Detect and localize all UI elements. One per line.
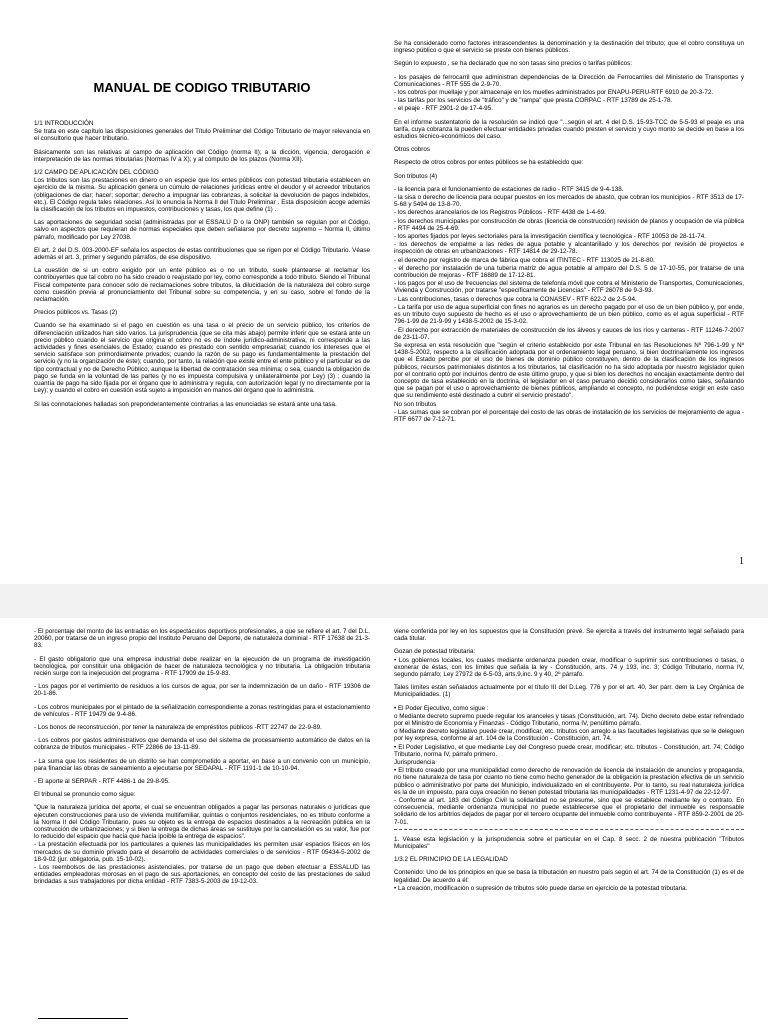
paragraph: viene conferida por ley en los supuestos que la Constitución prevé. Se ejercita a través del instrumento legal señalado para cada titular. bbox=[394, 628, 744, 643]
list-item: - Los pagos por el vertimiento de residuos a los cursos de agua, por ser la indemnización de un daño - RTF 19306 de 20-1-86. bbox=[34, 683, 370, 698]
list-item: - Los reembolsos de las prestaciones asistenciales, por tratarse de un pago que deben efectuar a ESSALUD las entidades empleadoras morosas en el pago de sus aportaciones, en concepto del costo de las prestaciones de salud brindadas a sus trabajadores por dicha entidad - RTF 7383-5-2003 de 19-12-03. bbox=[34, 864, 370, 886]
list-item: - La suma que los residentes de un distrito se han comprometido a aportar, en base a un convenio con un municipio, para financiar las obras de saneamiento a ejecutarse por SEDAPAL - RTF 1191-1 de 10-10-94. bbox=[34, 757, 370, 772]
list-item: - el derecho por registro de marca de fábrica que cobra el ITINTEC - RTF 113025 de 21-8-80. bbox=[394, 256, 655, 264]
section-heading: Precios públicos vs. Tasas (2) bbox=[34, 309, 118, 317]
list-item: - el peaje - RTF 2901-2 de 17-4-95. bbox=[394, 105, 493, 113]
list-item: - Los bonos de reconstrucción, por tener la naturaleza de empréstitos públicos -RTT 22747 de 22-9-89. bbox=[34, 724, 322, 732]
paragraph: Si las connotaciones halladas son preponderantemente contrarias a las enunciadas se estará ante una tasa. bbox=[34, 400, 337, 408]
paragraph: El art. 2 del D.S. 003-2000-EF señala los aspectos de estas contribuciones que se rigen por el Código Tributario. Véase además el art. 3, primer y segundo párrafos, de ese dispositivo. bbox=[34, 246, 370, 262]
list-item: - El aporte al SERPAR - RTF 4486-1 de 29-8-95. bbox=[34, 778, 170, 786]
page2-left-column bbox=[34, 628, 370, 892]
paragraph: Las aportaciones de seguridad social (administradas por el ESSALU D o la ONP) también se regulan por el Código, salvo en aspectos que requieran de normas especiales que deben señalarse por decreto supremo – Norma II, último párrafo, modificado por Ley 27038. bbox=[34, 219, 370, 241]
section-heading: 1/1 INTRODUCCIÓN bbox=[34, 120, 94, 127]
list-item: - Las sumas que se cobran por el porcentaje del costo de las obras de instalación de los servicios de mejoramiento de agua - RTF 6677 de 7-12-71. bbox=[394, 408, 744, 423]
paragraph: Básicamente son las relativas al campo de aplicación del Código (norma II); a la dicción, vigencia, derogación e interpretación de las normas tributarias (Normas IV a X); y al cómputo de los plazos (Norma XII). bbox=[34, 148, 370, 163]
section-heading: Otros cobros bbox=[394, 146, 431, 154]
section-heading: 1/3.2 EL PRINCIPIO DE LA LEGALIDAD bbox=[394, 856, 508, 864]
page-number: 1 bbox=[739, 556, 744, 567]
list-item: • El Poder Legislativo, el que mediante Ley del Congreso puede crear, modificar; etc. tributos - Constitución, art. 74; Código Tributario, norma IV, párrafo primero. bbox=[394, 743, 744, 758]
list-item: - los pagos por el uso de frecuencias del sistema de telefonía móvil que cobra el Ministerio de Transportes, Comunicaciones, Vivienda y Construcción, por tratarse "específicamente de Licencias" - RTF 26078 de 9-3-93. bbox=[394, 280, 744, 295]
list-item: • La creación, modificación o supresión de tributos sólo puede darse en ejercicio de la potestad tributaria. bbox=[394, 884, 688, 892]
paragraph: Tales límites están señalados actualmente por el título III del D.Leg. 776 y por el art. 40, 3er párr. dem la Ley Orgánica de Municipalidades. (1) bbox=[394, 684, 744, 699]
divider bbox=[394, 829, 744, 830]
paragraph: Se trata en este capítulo las disposiciones generales del Título Preliminar del Código Tributario de mayor relevancia en el consultorio que hacer tributario. bbox=[34, 128, 370, 143]
list-item: - la sisa o derecho de licencia para ocupar puestos en los mercados de abasto, que cobran los municipios - RTF 3513 de 17-5-68 y 5494 de 13-8-70. bbox=[394, 194, 744, 209]
paragraph: Contenido: Uno de los principios en que se basa la tributación en nuestro país según el art. 74 de la Constitución (1) es el de legalidad. De acuerdo a él: bbox=[394, 869, 744, 884]
section-heading: 1/2 CAMPO DE APLICACIÓN DEL CÓDIGO bbox=[34, 169, 159, 177]
paragraph: El tribunal se pronuncio como sigue: bbox=[34, 791, 136, 799]
list-item: - la licencia para el funcionamiento de estaciones de radio - RTF 3415 de 9-4-138. bbox=[394, 185, 624, 193]
list-item: - los pasajes de ferrocarril que administran dependencias de la Dirección de Ferrocarriles del Ministerio de Transportes y Comunicaciones - RTF 555 de 2-9-70. bbox=[394, 73, 744, 88]
footnote-rule bbox=[38, 1018, 128, 1019]
list-item: - las tarifas por los servicios de "tráfico" y de "rampa" que presta CORPAC - RTF 13789 de 25-1-78. bbox=[394, 97, 673, 105]
page1-right-column bbox=[394, 40, 744, 429]
paragraph: Respecto de otros cobros por entes públicos se ha establecido que: bbox=[394, 159, 584, 167]
footnote: 1. Véase esta legislación y la jurisprudencia sobre el particular en el Cap. 8 secc. 2 de nuestra publicación "Tributos Municipales" bbox=[394, 835, 744, 851]
section-heading: No son tributos bbox=[394, 400, 437, 408]
list-item: • Los gobiernos locales, los cuales mediante ordenanza pueden crear, modificar o suprimir sus contribuciones o tasas, o exonerar de éstas, con los límites que señala la ley - Constitución, arts. 74 y 193, inc. 3; Código Tributario, norma IV, segundo párrafo; Ley 27972 de 6-5-03, arts.9,inc. 9 y 40, 2º párrafo. bbox=[394, 656, 744, 679]
list-item: - El porcentaje del monto de las entradas en los espectáculos deportivos profesionales, a que se refiere el art. 7 del D.L. 20060, por tratarse de un ingreso propio del Instituto Peruano del Deporte, de naturaleza dominial - RTF 17638 de 21-3-83. bbox=[34, 628, 370, 650]
section-heading: Jurisprudencia bbox=[394, 759, 435, 767]
list-item: - El gasto obligatorio que una empresa industrial debe realizar en la ejecución de un programa de investigación tecnológica, por constituir una obligación de hacer de naturaleza tecnológica y no tributaria. La obligación tributaria recién surge con la inejecución del programa - RTF 17909 de 15-9-83. bbox=[34, 655, 370, 678]
list-item: - La tarifa por uso de agua superficial con fines no agrarios es un derecho pagado por el uso de un bien público y, por ende, es un tributo cuyo supuesto de hecho es el uso o aprovechamiento de un bien público, como es el agua superficial - RTF 796-1-99 de 21-9-99 y 1438-5-2002 de 15-3-02. bbox=[394, 303, 744, 326]
paragraph: Se ha considerado como factores intrascendentes la denominación y la destinación del tributo; que el cobro constituya un ingreso público o que el servicio se preste con bienes públicos. bbox=[394, 40, 744, 55]
list-item: - Los cobros municipales por el pintado de la señalización correspondiente a zonas restringidas para el estacionamiento de vehículos - RTF 19479 de 9-4-86. bbox=[34, 703, 370, 718]
document-page-2 bbox=[0, 618, 768, 1024]
document-title: MANUAL DE CODIGO TRIBUTARIO bbox=[93, 80, 311, 95]
page2-right-column bbox=[394, 628, 744, 898]
section-heading: Son tributos (4) bbox=[394, 172, 438, 180]
paragraph: Se expresa en esta resolución que "según el criterio establecido por este Tribunal en las Resoluciones Nº 796-1-99 y Nº 1438-5-2002, respecto a la clasificación adoptada por el ordenamiento legal peruano, si bien doctrinariamente los ingresos que el Estado percibe por el uso de bienes de dominio público constituyen, dentro de la clasificación de los ingresos públicos, recursos patrimoniales distintos a los tributarios, tal clasificación no ha sido adoptada por nuestro legislador quien por el contrario optó por incluirlos dentro de este último grupo, y que si bien los derechos no encajan exactamente dentro del concepto de tasa establecido en la doctrina, el legislador en el caso peruano decidió considerarlos como tales, señalando que se pagan por el uso o aprovechamiento de bienes públicos, ampliando el concepto, no pudiéndose exigir en este caso que su rendimiento esté destinado a cubrir el servicio prestado". bbox=[394, 341, 744, 400]
list-item: - La prestación efectuada por los particulares a quienes las municipalidades les permiten usar espacios físicos en los mercados de su dominio privado para el desarrollo de actividades comerciales o de servicios - RTF 05434-5-2002 de 18-9-02 (jur. obligatoria, pub. 15-10-02). bbox=[34, 841, 370, 863]
paragraph: Según lo expuesto , se ha declarado que no son tasas sino precios o tarifas públicos: bbox=[394, 60, 633, 68]
list-item: - los derechos arancelarios de los Registros Públicos - RTF 4438 de 1-4-69. bbox=[394, 209, 606, 217]
list-item: - El derecho por extracción de materiales de construcción de los álveos y cauces de los ríos y canteras - RTF 11246-7-2007 de 23-11-07. bbox=[394, 326, 744, 341]
list-item: - los derechos municipales por construcción de obras (licencia de construcción) revisión de planos y ocupación de vía pública - RTF 4494 de 25-4-69. bbox=[394, 217, 745, 232]
list-item: • El Poder Ejecutivo, como sigue : bbox=[394, 704, 489, 712]
paragraph: En el informe sustentatorio de la resolución se indicó que "...según el art. 4 del D.S. 15-93-TCC de 5-5-93 el peaje es una tarifa, cuya cobranza la pueden efectuar entidades privadas cuando presten el servicio y cuyo monto se decide en base a los estudios técnico-económicos del caso. bbox=[394, 118, 744, 141]
list-item: - el derecho por instalación de una tubería matriz de agua potable al amparo del D.S. 5 de 17-10-55, por tratarse de una contribución de mejoras - RTF 16889 de 17-12-81. bbox=[394, 264, 744, 280]
list-item: • El tributo creado por una municipalidad como derecho de renovación de licencia de instalación de anuncios y propaganda, no tiene naturaleza de tasa por cuanto no tiene como hecho generador de la obligación la prestación efectiva de un servicio público o administrativo por parte del Municipio, individualizado en el contribuyente. Por lo tanto, su real naturaleza jurídica es la de un impuesto, para cuya creación no tienen potestad tributaria las municipalidades - RTF 1231-4-97 de 22-12-97. bbox=[394, 767, 744, 796]
section-heading: Gozan de potestad tributaria: bbox=[394, 648, 476, 656]
list-item: - los derechos de empalme a las redes de agua potable y alcantarillado y los derechos por revisión de proyectos e inspección de obras en urbanizaciones - RTF 14814 de 29-12-78. bbox=[394, 241, 744, 256]
page1-left-column bbox=[34, 120, 370, 414]
list-item: - Conforme al art. 183 del Código Civil la solidaridad no se presume, sino que se establece mediante ley o contrato. En consecuencia, mediante ordenanza municipal no puede establecerse que el propietario del inmueble es responsable solidario de los arbitrios dejados de pagar por el tercero ocupante del inmueble como contribuyente - RTF 859-2-2001 de 20-7-01. bbox=[394, 797, 744, 826]
paragraph: Los tributos son las prestaciones en dinero o en especie que los entes públicos con potestad tributaria establecen en ejercicio de la misma. Su aplicación genera un cúmulo de relaciones jurídicas entre el deudor y el acreedor tributarios (obligaciones de dar; hacer; soportar; derecho a impugnar las cobranzas, a solicitar la devolución de pagos indebidos, etc.). El Código regula tales relaciones. Así lo enuncia la Norma II del Título Preliminar . Esta disposición acoge además la clasificación de los tributos en impuestos, contribuciones y tasas, los que define (1) . bbox=[34, 177, 370, 214]
quote: "Que la naturaleza jurídica del aporte, el cual se encuentran obligados a pagar las personas naturales o jurídicas que ejecuten construcciones para uso de vivienda multifamiliar, quintas o conjuntos residenciales, no es tributo conforme a la Norma II del Código Tributario, pues su objeto es la entrega de espacios destinados a la recreación pública en la construcción de urbanizaciones; y si bien la entrega de dichas áreas se sustituye por la cancelación es su valor, fue por lo reducido del espacio que hacia que hacia ipoible la entrega de espacios". bbox=[34, 804, 370, 841]
list-item: - los aportes fijados por leyes sectoriales para la investigación científica y tecnológica - RTF 10053 de 28-11-74. bbox=[394, 233, 706, 241]
list-item: - Las contribuciones, tasas o derechos que cobra la CONASEV - RTF 622-2 de 2-5-94. bbox=[394, 295, 637, 303]
list-item: o Mediante decreto supremo puede regular los aranceles y tasas (Constitución, art. 74). Dicho decreto debe estar refrendado por el Ministro de Economía y Finanzas - Código Tributario, norma IV, penúltimo párrafo. bbox=[394, 712, 744, 728]
list-item: - los cobros por muellaje y por almacenaje en los muelles administrados por ENAPU-PERU-RTF 6910 de 20-3-72. bbox=[394, 89, 714, 97]
list-item: o Mediante decreto legislativo puede crear, modificar, etc. tributos con arreglo a las facultades legislativas que se le deleguen por ley expresa, conforme al art. 104 de la Constitución - Constitución, art. 74. bbox=[394, 728, 744, 743]
list-item: - Los cobros por gastos administrativos que demanda el uso del sistema de procesamiento automático de datos en la cobranza de tributos municipales - RTF 22866 de 13-11-89. bbox=[34, 737, 370, 752]
paragraph: Cuando se ha examinado si el pago en cuestión es una tasa o el precio de un servicio público, los criterios de diferenciación utilizados han sido varios. La jurisprudencia (que se cita más abajo) permite inferir que se estará ante un precio público cuando el servicio que origina el cobro no es de índole jurídico-administrativa, ni corresponde a las actividades y fines esenciales de Estado; cuando es prestado con sentido empresarial; cuando los intereses que el servicio satisface son primordialmente privados; cuando la razón de su pago es fundamentalmente la prestación del servicio (y no la organización de éste); cuando, por tanto, la relación que existe entre el ente público y el particular es de tipo contractual y no de Derecho Público, aunque la libertad de contratación sea mínima; o sea, cuando la obligación de pago se funda en la voluntad de las partes (y no es impuesta compulsiva y unilateralmente por Ley) (3) ; cuando la cuantía de pago ha sido fijada por el órgano que lo administra y regula, con autorización legal (y no directamente por la Ley); y cuando el cobro en cuestión está sujeto a imposición en manos del órgano que lo administra. bbox=[34, 322, 370, 395]
page-separator bbox=[0, 584, 768, 618]
paragraph: La cuestión de si un cobro exigido por un ente público es o no un tributo, suele plantearse al reclamar los contribuyentes que tal cobro no ha sido creado o reajustado por ley, como corresponde a todo tributo. Siendo el Tribunal Fiscal competente para conocer sólo de reclamaciones sobre tributos, la dilucidación de la naturaleza del cobro surge como cuestión previa al pronunciamiento del Tribunal sobre su competencia, y en su caso, sobre el fondo de la reclamación. bbox=[34, 267, 370, 304]
